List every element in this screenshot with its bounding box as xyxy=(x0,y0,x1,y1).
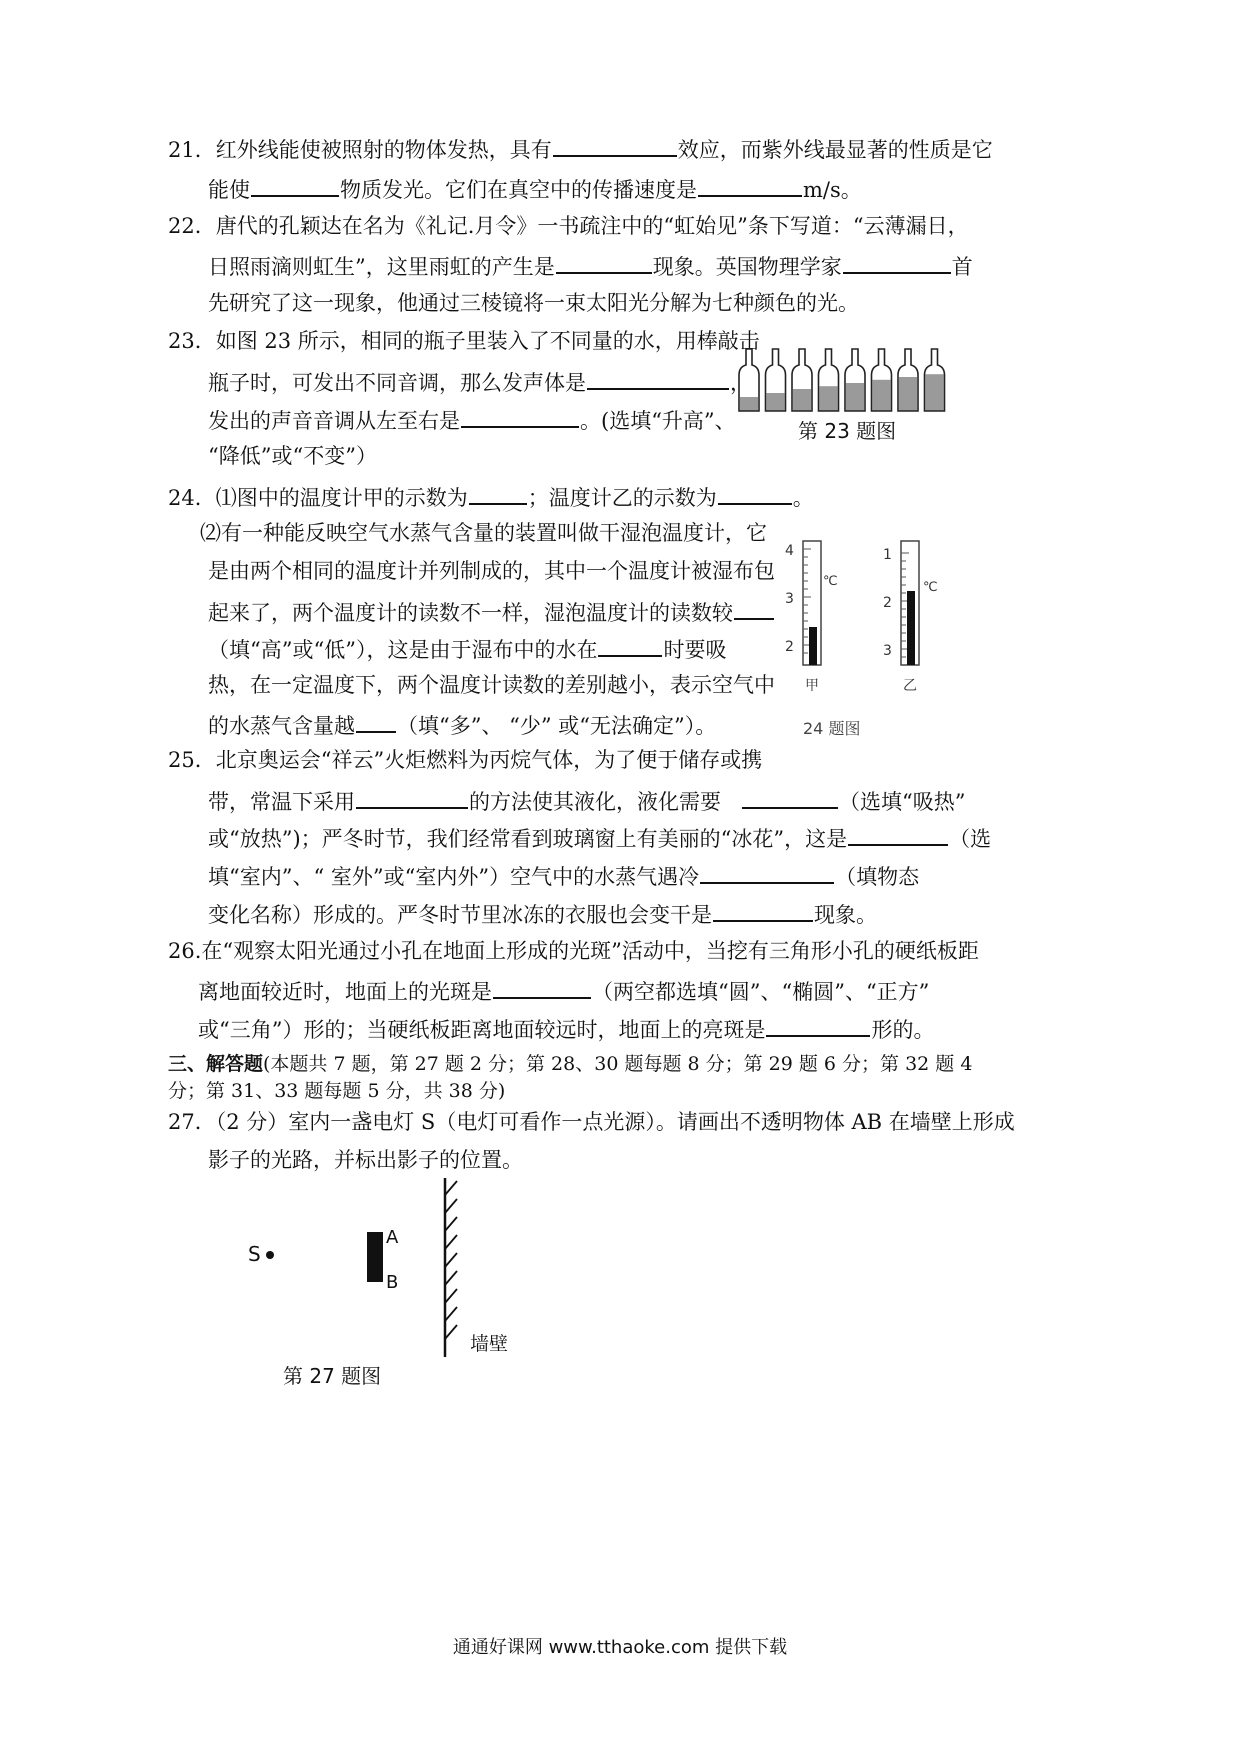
q22-blank-2[interactable] xyxy=(843,250,951,274)
footer: 通通好课网 www.tthaoke.com 提供下载 xyxy=(452,1637,788,1658)
object-ab xyxy=(367,1232,383,1282)
q24-line4 xyxy=(208,596,775,627)
q23-line4: “降低”或“不变”） xyxy=(208,444,377,468)
q23-caption: 第 23 题图 xyxy=(798,419,897,443)
thermometer-jia xyxy=(785,541,838,694)
q26-blank-2[interactable] xyxy=(766,1013,870,1037)
q23-blank-2[interactable] xyxy=(461,404,579,428)
q22-text: 现象。英国物理学家 xyxy=(652,255,842,279)
q24-text: （填“高”或“低”），这是由于湿布中的水在 xyxy=(208,638,598,662)
label-a: A xyxy=(386,1227,399,1248)
light-source-s xyxy=(266,1251,274,1259)
q24-text: 的水蒸气含量越 xyxy=(208,714,355,738)
q27-figure xyxy=(240,1175,520,1360)
bottle-water xyxy=(793,389,811,411)
bottle-water xyxy=(767,393,785,411)
q24-text: 时要吸 xyxy=(663,638,727,662)
yi-label: 乙 xyxy=(903,678,917,694)
q25-line3 xyxy=(208,822,991,853)
q21-line1 xyxy=(168,133,993,164)
q21-blank-1[interactable] xyxy=(553,133,677,157)
q26-line1: 26.在“观察太阳光通过小孔在地面上形成的光斑”活动中，当挖有三角形小孔的硬纸板距 xyxy=(168,939,979,963)
jia-tick-3: 3 xyxy=(785,591,794,607)
q24-caption: 24 题图 xyxy=(803,719,861,738)
q22-line2 xyxy=(208,250,973,281)
yi-tick-2: 2 xyxy=(883,595,892,611)
q24-blank-1[interactable] xyxy=(469,481,527,505)
yi-unit: ℃ xyxy=(923,580,938,595)
section3-line2: 分；第 31、33 题每题 5 分，共 38 分) xyxy=(168,1080,506,1102)
bottle xyxy=(819,349,839,411)
q24-text: 起来了，两个温度计的读数不一样，湿泡温度计的读数较 xyxy=(208,601,733,625)
bottle-water xyxy=(899,377,917,411)
q25-line2 xyxy=(208,785,965,816)
q21-blank-3[interactable] xyxy=(698,173,802,197)
q25-blank-3[interactable] xyxy=(848,822,948,846)
bottle xyxy=(766,349,786,411)
jia-label: 甲 xyxy=(805,678,819,694)
q25-text: （选 xyxy=(949,827,992,851)
q25-blank-5[interactable] xyxy=(713,898,813,922)
q23-line1: 23．如图 23 所示，相同的瓶子里装入了不同量的水，用棒敲击 xyxy=(168,329,760,353)
q24-text: ；温度计乙的示数为 xyxy=(527,486,717,510)
bottle-water xyxy=(926,374,944,411)
q23-text: 瓶子时，可发出不同音调，那么发声体是 xyxy=(208,371,586,395)
q23-blank-1[interactable] xyxy=(587,366,729,390)
q26-blank-1[interactable] xyxy=(493,975,591,999)
bottles-figure xyxy=(735,345,950,417)
q24-line3: 是由两个相同的温度计并列制成的，其中一个温度计被湿布包 xyxy=(208,559,775,583)
q25-text: 的方法使其液化，液化需要 xyxy=(469,790,721,814)
bottle xyxy=(739,349,759,411)
q25-line1: 25．北京奥运会“祥云”火炬燃料为丙烷气体，为了便于储存或携 xyxy=(168,748,763,772)
label-wall: 墙壁 xyxy=(470,1333,509,1355)
q25-text: 带，常温下采用 xyxy=(208,790,355,814)
section3-line1 xyxy=(168,1050,972,1078)
q25-text: 或“放热”)；严冬时节，我们经常看到玻璃窗上有美丽的“冰花”，这是 xyxy=(208,827,848,851)
q24-line5 xyxy=(208,633,726,664)
q24-line2: ⑵有一种能反映空气水蒸气含量的装置叫做干湿泡温度计，它 xyxy=(200,521,767,545)
q27-line2: 影子的光路，并标出影子的位置。 xyxy=(208,1148,523,1172)
q25-text: （选填“吸热” xyxy=(839,790,966,814)
jia-tick-2: 2 xyxy=(785,639,794,655)
q24-text: （填“多”、 “少” 或“无法确定”）。 xyxy=(397,714,717,738)
q23-text: 。(选填“升高”、 xyxy=(580,409,736,433)
q22-text: 日照雨滴则虹生”，这里雨虹的产生是 xyxy=(208,255,555,279)
bottle xyxy=(845,349,865,411)
q23-line3 xyxy=(208,404,736,435)
q21-blank-2[interactable] xyxy=(251,173,339,197)
q22-line3: 先研究了这一现象，他通过三棱镜将一束太阳光分解为七种颜色的光。 xyxy=(208,291,859,315)
q25-blank-4[interactable] xyxy=(700,860,834,884)
thermometers-figure xyxy=(775,535,950,695)
q22-blank-1[interactable] xyxy=(556,250,652,274)
q26-line2 xyxy=(198,975,929,1006)
section3-heading: 三、解答题 xyxy=(168,1053,264,1075)
bottle-water xyxy=(873,380,891,411)
q21-text: 效应，而紫外线最显著的性质是它 xyxy=(677,138,993,162)
q21-text: 物质发光。它们在真空中的传播速度是 xyxy=(340,178,697,202)
q25-blank-1[interactable] xyxy=(356,785,468,809)
q25-text: （填物态 xyxy=(835,865,920,889)
yi-tick-3: 3 xyxy=(883,643,892,659)
q21-text: 21．红外线能使被照射的物体发热，具有 xyxy=(168,138,552,162)
q26-text: 离地面较近时，地面上的光斑是 xyxy=(198,980,492,1004)
q24-line6: 热，在一定温度下，两个温度计读数的差别越小，表示空气中 xyxy=(208,673,775,697)
q25-line4 xyxy=(208,860,919,891)
q22-text: 首 xyxy=(951,255,973,279)
q24-line1 xyxy=(168,481,814,512)
q21-unit: m/s。 xyxy=(803,178,862,202)
q21-text: 能使 xyxy=(208,178,250,202)
bottle xyxy=(925,349,945,411)
q24-blank-3[interactable] xyxy=(734,596,774,620)
q22-line1: 22．唐代的孔颖达在名为《礼记.月令》一书疏注中的“虹始见”条下写道：“云薄漏日， xyxy=(168,214,969,238)
yi-tick-1: 1 xyxy=(883,547,892,563)
thermometer-yi xyxy=(883,541,938,694)
q27-caption: 第 27 题图 xyxy=(283,1364,382,1388)
q23-text: ， xyxy=(730,371,751,395)
q23-line2 xyxy=(208,366,751,397)
q25-blank-2[interactable] xyxy=(742,785,838,809)
q26-text: （两空都选填“圆”、“椭圆”、“正方” xyxy=(592,980,930,1004)
q23-text: 发出的声音音调从左至右是 xyxy=(208,409,460,433)
q24-text: 24．⑴图中的温度计甲的示数为 xyxy=(168,486,468,510)
q25-text: 变化名称）形成的。严冬时节里冰冻的衣服也会变干是 xyxy=(208,903,712,927)
jia-tick-4: 4 xyxy=(785,543,794,559)
q25-text: 现象。 xyxy=(814,903,877,927)
q24-blank-4[interactable] xyxy=(598,633,662,657)
label-b: B xyxy=(386,1272,399,1293)
q25-line5 xyxy=(208,898,877,929)
q24-line7 xyxy=(208,709,716,740)
q24-text: 。 xyxy=(792,486,814,510)
label-s: S xyxy=(248,1242,261,1266)
bottle-water xyxy=(740,397,758,411)
q26-text: 或“三角”）形的；当硬纸板距离地面较远时，地面上的亮斑是 xyxy=(198,1018,766,1042)
bottle xyxy=(872,349,892,411)
bottle-water xyxy=(846,383,864,411)
bottle-water xyxy=(820,386,838,411)
q26-text: 形的。 xyxy=(871,1018,935,1042)
q27-line1: 27．（2 分）室内一盏电灯 S（电灯可看作一点光源）。请画出不透明物体 AB 在墙壁上形成 xyxy=(168,1110,1015,1134)
bottle xyxy=(792,349,812,411)
wall xyxy=(445,1178,457,1357)
section3-text: (本题共 7 题，第 27 题 2 分；第 28、30 题每题 8 分；第 29 题 6 分；第 32 题 4 xyxy=(263,1053,973,1075)
q21-line2 xyxy=(208,173,862,204)
q24-blank-2[interactable] xyxy=(718,481,792,505)
bottle xyxy=(898,349,918,411)
q24-blank-5[interactable] xyxy=(356,709,396,733)
q25-text: 填“室内”、“ 室外”或“室内外”）空气中的水蒸气遇冷 xyxy=(208,865,700,889)
jia-unit: ℃ xyxy=(823,574,838,589)
q26-line3 xyxy=(198,1013,934,1044)
